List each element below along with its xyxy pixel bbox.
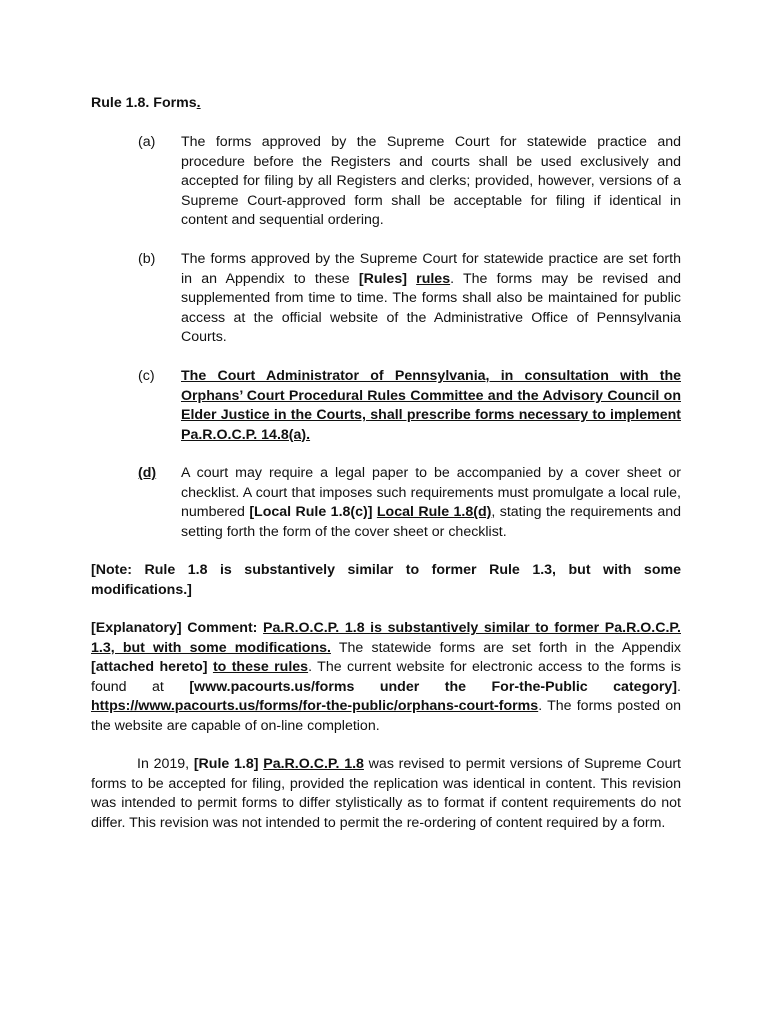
rule-heading bbox=[91, 94, 201, 114]
history-paragraph bbox=[91, 755, 681, 833]
text-run: . The forms may be revised and supplemented from time to time. The forms shall also be maintained for public access at the official website of the Administrative Office of Pennsylvania Courts. bbox=[181, 270, 681, 346]
subsection-label: (b) bbox=[138, 251, 156, 267]
subsection-label: (c) bbox=[138, 368, 155, 384]
subsection-text: The forms approved by the Supreme Court for statewide practice and procedure before the Registers and courts shall be used exclusively and accepted for filing by all Registers and clerks; provided, however, versions of a Supreme Court-approved form shall be acceptable for filing if identical in content and sequential ordering. bbox=[181, 134, 681, 229]
deleted-text: [Rules] bbox=[358, 270, 407, 287]
note-paragraph: [Note: Rule 1.8 is substantively similar to former Rule 1.3, but with some modifications.] bbox=[91, 562, 681, 598]
subsection-text bbox=[181, 464, 681, 542]
inserted-text: Pa.R.O.C.P. 1.8 is substantively similar to former Pa.R.O.C.P. 1.3, but with some modifications. bbox=[91, 620, 681, 656]
deleted-text: [attached hereto] bbox=[91, 659, 208, 676]
inserted-text: rules bbox=[416, 270, 451, 287]
text-run: . bbox=[677, 678, 681, 695]
deleted-text: [www.pacourts.us/forms under the For-the-Public category] bbox=[189, 678, 678, 695]
subsection-label: (d) bbox=[138, 465, 157, 481]
rule-title: Rule 1.8. Forms bbox=[91, 95, 197, 111]
rule-title-period: . bbox=[196, 95, 201, 111]
comment-label: [Explanatory] Comment: bbox=[91, 620, 258, 636]
subsection-label: (a) bbox=[138, 134, 156, 150]
comment-paragraph bbox=[91, 619, 681, 737]
deleted-text: [Local Rule 1.8(c)] bbox=[249, 504, 373, 521]
subsection-text bbox=[181, 250, 681, 348]
deleted-text: [Rule 1.8] bbox=[193, 756, 259, 772]
inserted-text: to these rules bbox=[212, 659, 309, 676]
text-run bbox=[407, 271, 416, 287]
text-run: . The current website for electronic access to the forms is found at bbox=[91, 659, 682, 695]
text-run: , stating the requirements and setting forth the form of the cover sheet or checklist. bbox=[181, 504, 681, 540]
text-run: was revised to permit versions of Supreme Court forms to be accepted for filing, provided the replication was identical in content. This revision was intended to permit forms to differ stylistically as to format if content requirements do not differ. This revision was not intended to permit the re-ordering of content required by a form. bbox=[91, 756, 682, 831]
inserted-text: Local Rule 1.8(d) bbox=[376, 504, 492, 521]
subsection-text: The Court Administrator of Pennsylvania, in consultation with the Orphans’ Court Procedural Rules Committee and the Advisory Council on Elder Justice in the Courts, shall prescribe forms necessary to implement Pa.R.O.C.P. 14.8(a). bbox=[181, 368, 681, 443]
text-run: The statewide forms are set forth in the Appendix bbox=[330, 639, 681, 656]
inserted-text: Pa.R.O.C.P. 1.8 bbox=[263, 756, 364, 772]
text-run: In 2019, bbox=[137, 756, 194, 772]
forms-url-link[interactable]: https://www.pacourts.us/forms/for-the-public/orphans-court-forms bbox=[91, 698, 539, 715]
text-run: The forms approved by the Supreme Court for statewide practice are set forth in an Appendix to these bbox=[181, 251, 681, 287]
subsection-b bbox=[91, 250, 681, 348]
subsection-d bbox=[91, 464, 681, 542]
text-run: A court may require a legal paper to be accompanied by a cover sheet or checklist. A court that imposes such requirements must promulgate a local rule, numbered bbox=[181, 465, 681, 521]
subsection-c bbox=[91, 367, 681, 445]
text-run: . The forms posted on the website are capable of on-line completion. bbox=[91, 698, 681, 734]
subsection-a bbox=[91, 133, 681, 231]
